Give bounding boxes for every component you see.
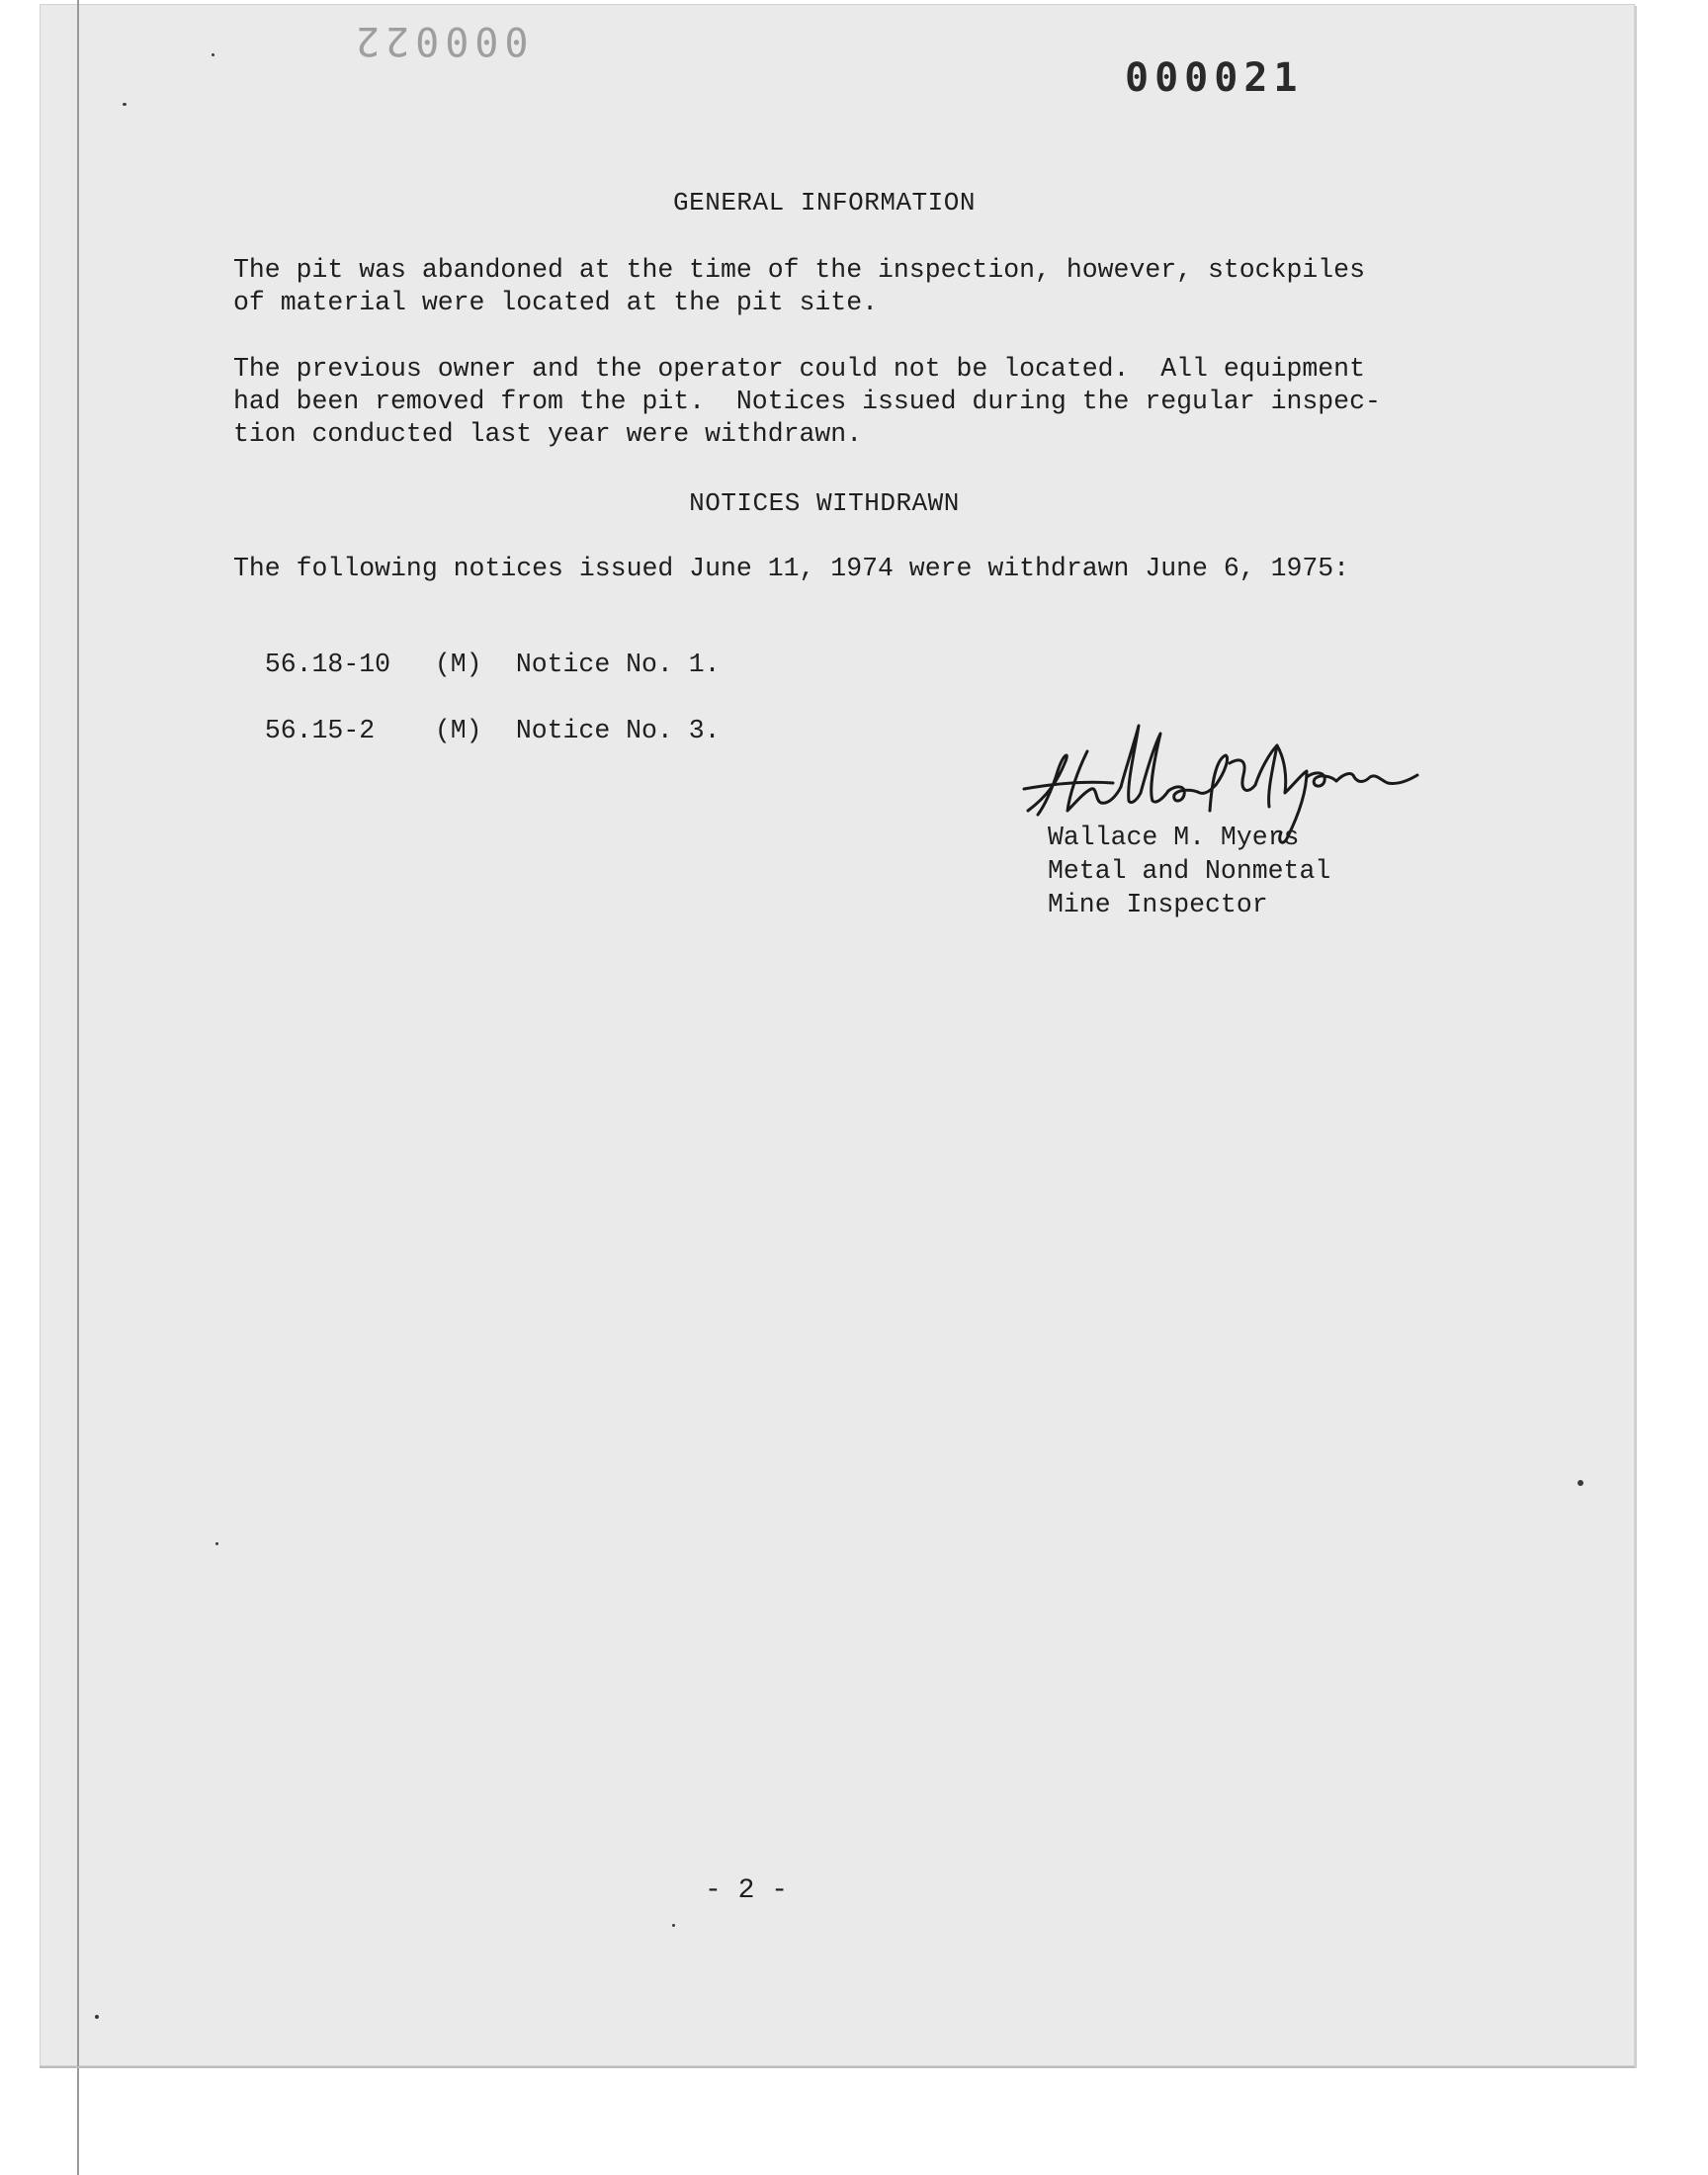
heading-notices-withdrawn: NOTICES WITHDRAWN [689, 488, 960, 518]
text-line: The previous owner and the operator could not be located. All equipment [233, 354, 1365, 384]
scan-speck [1578, 1480, 1583, 1486]
notice-label: Notice No. 3. [515, 716, 721, 745]
notice-code: 56.18-10 [264, 650, 391, 679]
paragraph-pit-abandoned [233, 254, 1459, 319]
notice-item [233, 620, 721, 679]
text-line: tion conducted last year were withdrawn. [233, 419, 863, 449]
page-number: - 2 - [704, 1875, 788, 1906]
page-id-stamp: 000021 [1125, 55, 1304, 101]
mirrored-page-stamp: 000022 [350, 18, 529, 63]
text-line: The following notices issued June 11, 1974 were withdrawn June 6, 1975: [233, 554, 1350, 583]
signer-title: Metal and Nonmetal [1048, 856, 1331, 886]
heading-general-information: GENERAL INFORMATION [673, 188, 976, 218]
paragraph-notices-intro [233, 553, 1459, 585]
notice-category: (M) [434, 716, 482, 745]
signature-block [1048, 821, 1330, 921]
notice-item [233, 686, 721, 745]
signer-name: Wallace M. Myers [1048, 823, 1300, 852]
text-line: The pit was abandoned at the time of the inspection, however, stockpiles [233, 255, 1365, 285]
notice-category: (M) [434, 650, 482, 679]
signer-title: Mine Inspector [1048, 890, 1268, 919]
notice-code: 56.15-2 [264, 716, 376, 745]
scan-speck [212, 53, 214, 56]
page-edge-rule [77, 0, 79, 2175]
scan-speck [95, 2015, 99, 2019]
scan-speck [123, 103, 127, 106]
scan-speck [672, 1924, 675, 1927]
paragraph-owner-not-located [233, 353, 1459, 451]
page-bottom-rule [40, 2066, 1635, 2068]
scan-speck [215, 1542, 218, 1545]
text-line: had been removed from the pit. Notices issued during the regular inspec- [233, 387, 1381, 416]
text-line: of material were located at the pit site. [233, 288, 879, 317]
notice-label: Notice No. 1. [515, 650, 721, 679]
